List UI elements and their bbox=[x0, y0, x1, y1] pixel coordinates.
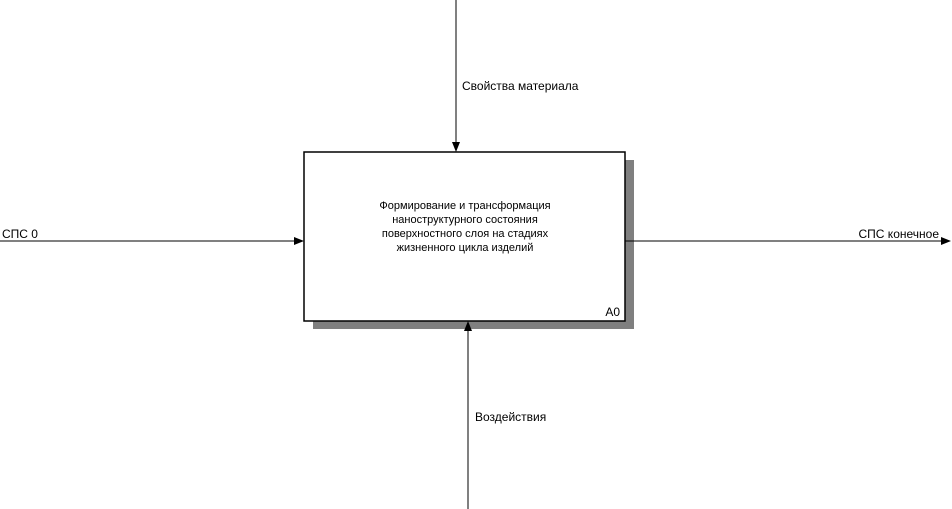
function-text-line-4: жизненного цикла изделий bbox=[396, 242, 534, 254]
output-arrow-label: СПС конечное bbox=[858, 227, 939, 241]
output-arrowhead-icon bbox=[941, 237, 951, 245]
mechanism-arrow-label: Воздействия bbox=[475, 410, 547, 424]
function-text-line-1: Формирование и трансформация bbox=[379, 200, 551, 212]
node-id-label: A0 bbox=[605, 305, 620, 319]
input-arrowhead-icon bbox=[294, 237, 304, 245]
control-arrow-label: Свойства материала bbox=[462, 79, 579, 93]
function-text-line-2: наноструктурного состояния bbox=[392, 214, 538, 226]
control-arrowhead-icon bbox=[452, 142, 460, 152]
input-arrow-label: СПС 0 bbox=[2, 227, 38, 241]
function-text-line-3: поверхностного слоя на стадиях bbox=[381, 228, 549, 240]
